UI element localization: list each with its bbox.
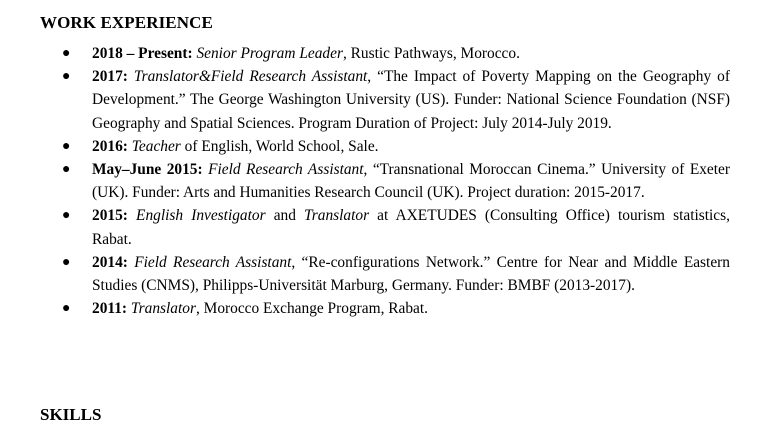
entry-role: English Investigator — [136, 207, 266, 225]
entry-role: Field Research Assistant — [134, 253, 292, 271]
entry-details: , Rustic Pathways, Morocco. — [342, 45, 520, 62]
list-item — [40, 158, 730, 204]
list-item — [40, 42, 730, 65]
bullet-icon: ● — [62, 69, 71, 85]
section-heading: WORK EXPERIENCE — [40, 13, 213, 32]
list-item — [40, 65, 730, 135]
experience-list — [40, 42, 730, 320]
entry-role: Field Research Assistant — [208, 161, 364, 179]
entry-details: , “Transnational Moroccan Cinema.” University of Exeter (UK). Funder: Arts and Humanities Research Council (UK). Project duration: 2015-2017. — [92, 161, 730, 202]
list-item — [40, 204, 730, 250]
entry-role: Teacher — [131, 137, 181, 155]
entry-details: , “Re-configurations Network.” Centre for Near and Middle Eastern Studies (CNMS), Philipps-Universität Marburg, Germany. Funder: BMBF (2013-2017). — [92, 253, 730, 295]
list-item — [40, 251, 730, 297]
bullet-icon: ● — [62, 138, 71, 154]
entry-date: 2014: — [92, 253, 128, 271]
entry-role: Translator&Field Research Assistant — [133, 68, 368, 86]
work-experience-section — [40, 12, 730, 320]
entry-role: Translator — [130, 300, 196, 318]
entry-connector: and — [265, 207, 305, 225]
list-item — [40, 297, 730, 320]
bullet-icon: ● — [62, 301, 71, 317]
bullet-icon: ● — [62, 208, 71, 224]
next-section-heading: SKILLS — [40, 405, 102, 424]
list-item — [40, 135, 730, 158]
bullet-icon: ● — [62, 46, 71, 61]
entry-details: , “The Impact of Poverty Mapping on the Geography of Development.” The George Washington University (US). Funder: National Science Foundation (NSF) Geography and Spatial Sciences. Program Duration of Project: July 2014-July 2019. — [92, 68, 730, 132]
entry-date: 2011: — [92, 300, 128, 318]
entry-date: May–June 2015: — [92, 161, 203, 179]
entry-date: 2017: — [92, 68, 128, 86]
entry-date: 2018 – Present: — [92, 45, 193, 62]
entry-date: 2016: — [92, 137, 128, 155]
entry-role: Senior Program Leader — [196, 45, 343, 62]
entry-details: at AXETUDES (Consulting Office) tourism statistics, Rabat. — [92, 207, 730, 248]
bullet-icon: ● — [62, 254, 71, 270]
entry-details: , Morocco Exchange Program, Rabat. — [195, 300, 429, 318]
entry-role-secondary: Translator — [304, 207, 370, 225]
entry-details: of English, World School, Sale. — [180, 137, 379, 155]
entry-date: 2015: — [92, 207, 128, 225]
bullet-icon: ● — [62, 162, 71, 178]
